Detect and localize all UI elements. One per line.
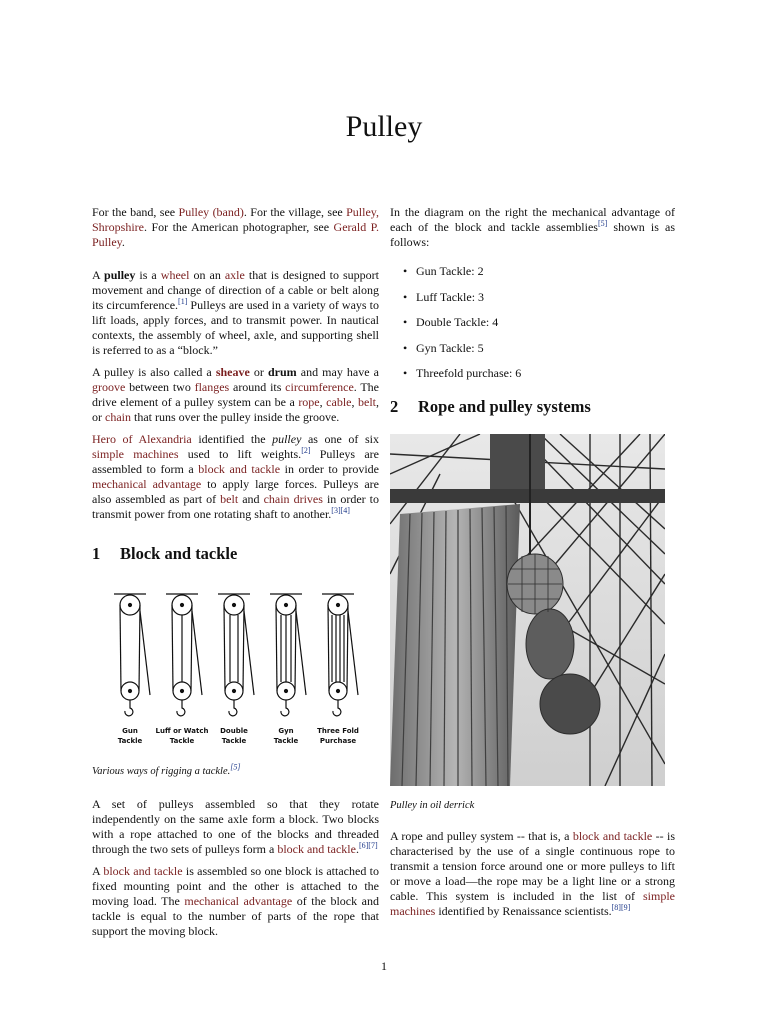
link-belt[interactable]: belt bbox=[358, 395, 377, 409]
figure-caption-derrick: Pulley in oil derrick bbox=[390, 800, 475, 811]
section-heading-rope-and-pulley: 2 Rope and pulley systems bbox=[390, 397, 591, 416]
list-item: • Gun Tackle: 2 bbox=[416, 264, 675, 279]
ref-3-4[interactable]: [3][4] bbox=[331, 506, 350, 515]
label-gyn-2: Tackle bbox=[273, 737, 299, 745]
link-belt-2[interactable]: belt bbox=[220, 492, 239, 506]
intro-paragraph-3: Hero of Alexandria identified the pulley as one of six simple machines used to lift weights.[2] Pulleys are assembled to form a block and tackle in order to provide mechanical advantage to apply large forces. Pulleys are also assembled as part of belt and chain drives in order to transmit power from one rotating shaft to another.[3][4] bbox=[92, 432, 380, 521]
block-paragraph-2: A block and tackle is assembled so one block is attached to fixed mounting point and the other is attached to the moving load. The mechanical advantage of the block and tackle is equal to the number of parts of the rope that support the moving block. bbox=[92, 864, 379, 938]
block-paragraph-1: A set of pulleys assembled so that they rotate independently on the same axle form a block. Two blocks with a rope attached to one of the blocks and threaded through the two sets of pulleys form a block and tackle.[6][7] bbox=[92, 797, 379, 856]
link-flanges[interactable]: flanges bbox=[194, 380, 230, 394]
intro-paragraph-1: A pulley is a wheel on an axle that is designed to support movement and change of direction of a cable or belt along its circumference.[1] Pulleys are used in a variety of ways to lift loads, apply forces, and to transmit power. In nautical contexts, the assembly of wheel, axle, and supporting shell is referred to as a “block.” bbox=[92, 268, 379, 357]
link-gerald-pulley[interactable]: Gerald P. Pulley bbox=[92, 220, 379, 249]
gun-tackle-diagram bbox=[114, 594, 150, 716]
label-luff-2: Tackle bbox=[169, 737, 195, 745]
link-sheave[interactable]: sheave bbox=[215, 365, 250, 379]
advantage-intro: In the diagram on the right the mechanical advantage of each of the block and tackle assemblies[5] shown is as follows: bbox=[390, 205, 675, 249]
link-rope[interactable]: rope bbox=[298, 395, 320, 409]
ref-6-7[interactable]: [6][7] bbox=[358, 841, 378, 850]
label-threefold-2: Purchase bbox=[319, 737, 357, 745]
label-gun-2: Tackle bbox=[117, 737, 143, 745]
ref-2[interactable]: [2] bbox=[301, 446, 311, 455]
link-chain[interactable]: chain bbox=[105, 410, 131, 424]
label-luff: Luff or Watch bbox=[155, 727, 209, 735]
left-column bbox=[92, 205, 379, 946]
link-groove[interactable]: groove bbox=[92, 380, 126, 394]
page-number: 1 bbox=[381, 959, 387, 973]
section-heading-block-and-tackle: 1 Block and tackle bbox=[92, 544, 238, 563]
link-mechanical-advantage[interactable]: mechanical advantage bbox=[92, 477, 202, 491]
double-tackle-diagram bbox=[218, 594, 254, 716]
link-circumference[interactable]: circumference bbox=[285, 380, 354, 394]
label-gyn: Gyn bbox=[278, 727, 294, 735]
luff-tackle-diagram bbox=[166, 594, 202, 716]
link-block-and-tackle-2[interactable]: block and tackle bbox=[277, 842, 356, 856]
ref-5-caption[interactable]: [5] bbox=[230, 762, 241, 772]
tackle-rigging-figure bbox=[112, 591, 382, 756]
page-title: Pulley bbox=[345, 110, 423, 143]
right-column bbox=[390, 205, 675, 919]
threefold-purchase-diagram bbox=[322, 594, 358, 716]
ref-8-9[interactable]: [8][9] bbox=[611, 903, 631, 912]
label-double: Double bbox=[220, 727, 248, 735]
link-chain-drives[interactable]: chain drives bbox=[263, 492, 323, 506]
list-item: • Gyn Tackle: 5 bbox=[416, 341, 675, 356]
rope-paragraph: A rope and pulley system -- that is, a block and tackle -- is characterised by the use of a single continuous rope to transmit a tension force around one or more pulleys to lift or move a load—the rope may be a light line or a strong cable. This system is included in the list of simple machines identified by Renaissance scientists.[8][9] bbox=[390, 829, 676, 918]
label-threefold: Three Fold bbox=[317, 727, 359, 735]
advantage-list bbox=[390, 264, 675, 381]
list-item: • Threefold purchase: 6 bbox=[416, 366, 675, 381]
list-item: • Double Tackle: 4 bbox=[416, 315, 675, 330]
figure-caption-tackle: Various ways of rigging a tackle.[5] bbox=[92, 762, 241, 777]
link-block-and-tackle-3[interactable]: block and tackle bbox=[103, 864, 183, 878]
link-wheel[interactable]: wheel bbox=[160, 268, 190, 282]
link-block-and-tackle-4[interactable]: block and tackle bbox=[572, 829, 653, 843]
label-double-2: Tackle bbox=[221, 737, 247, 745]
link-cable[interactable]: cable bbox=[326, 395, 352, 409]
link-pulley-shropshire[interactable]: Pulley, Shropshire bbox=[92, 205, 379, 234]
hatnote: For the band, see Pulley (band). For the village, see Pulley, Shropshire. For the American photographer, see Gerald P. Pulley. bbox=[92, 205, 379, 249]
oil-derrick-photo bbox=[390, 434, 665, 786]
ref-1[interactable]: [1] bbox=[178, 297, 188, 306]
link-simple-machines[interactable]: simple machines bbox=[92, 447, 179, 461]
link-block-and-tackle[interactable]: block and tackle bbox=[198, 462, 281, 476]
link-simple-machines-2[interactable]: simple machines bbox=[390, 889, 675, 918]
link-mechanical-advantage-2[interactable]: mechanical advantage bbox=[184, 894, 293, 908]
label-gun: Gun bbox=[122, 727, 138, 735]
link-hero-of-alexandria[interactable]: Hero of Alexandria bbox=[92, 432, 192, 446]
link-pulley-band[interactable]: Pulley (band) bbox=[178, 205, 244, 219]
list-item: • Luff Tackle: 3 bbox=[416, 290, 675, 305]
intro-paragraph-2: A pulley is also called a sheave or drum and may have a groove between two flanges around its circumference. The drive element of a pulley system can be a rope, cable, belt, or chain that runs over the pulley inside the groove. bbox=[92, 365, 380, 424]
link-axle[interactable]: axle bbox=[224, 268, 245, 282]
ref-5[interactable]: [5] bbox=[597, 219, 608, 228]
gyn-tackle-diagram bbox=[270, 594, 306, 716]
